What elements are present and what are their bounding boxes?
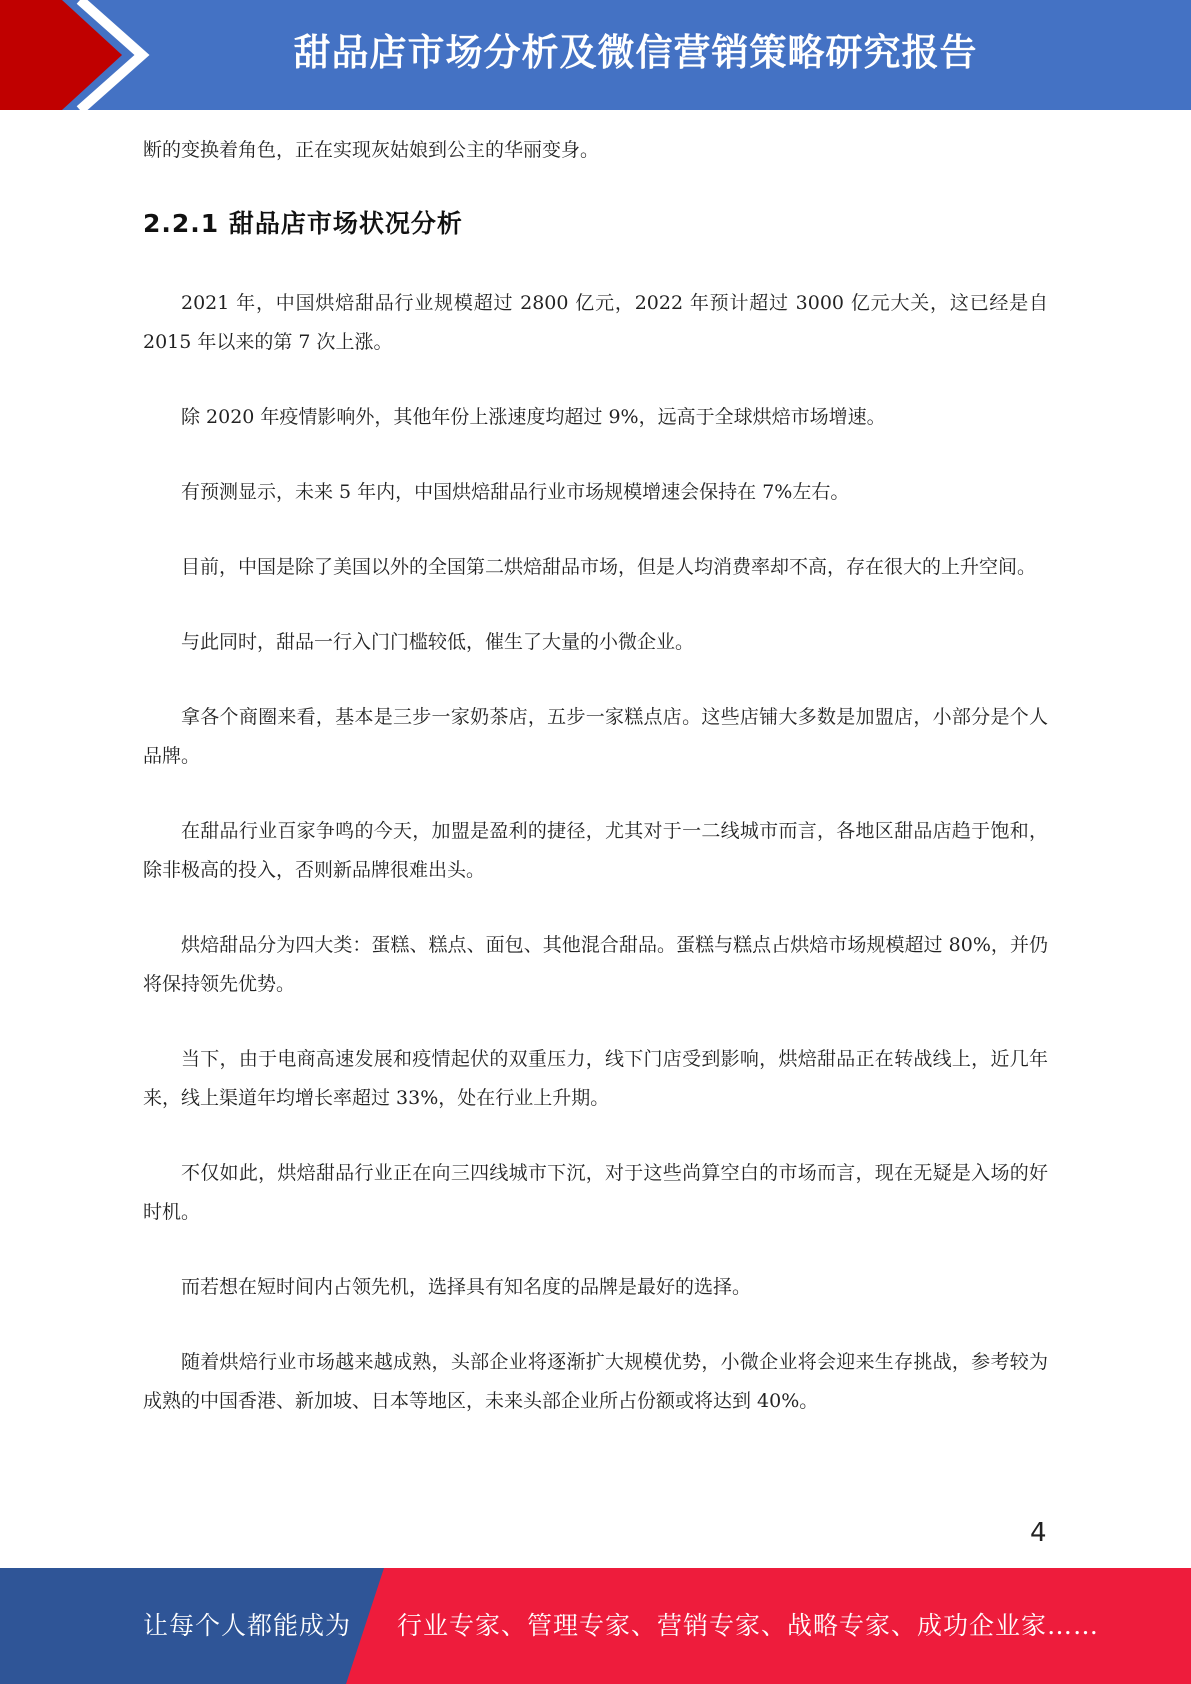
footer-slogan-right: 行业专家、管理专家、营销专家、战略专家、成功企业家……: [397, 1611, 1100, 1640]
paragraph: 有预测显示，未来 5 年内，中国烘焙甜品行业市场规模增速会保持在 7%左右。: [181, 481, 850, 503]
paragraph: 当下，由于电商高速发展和疫情起伏的双重压力，线下门店受到影响，烘焙甜品正在转战线上，近几年来，线上渠道年均增长率超过 33%，处在行业上升期。: [143, 1048, 1048, 1109]
page-footer: [0, 1568, 1191, 1684]
footer-slogan-left: 让每个人都能成为: [143, 1611, 352, 1640]
paragraph: 除 2020 年疫情影响外，其他年份上涨速度均超过 9%，远高于全球烘焙市场增速。: [181, 406, 886, 428]
continued-text: 断的变换着角色，正在实现灰姑娘到公主的华丽变身。: [143, 139, 600, 161]
paragraph: 与此同时，甜品一行入门门槛较低，催生了大量的小微企业。: [181, 631, 695, 653]
paragraph: 2021 年，中国烘焙甜品行业规模超过 2800 亿元，2022 年预计超过 3000 亿元大关，这已经是自 2015 年以来的第 7 次上涨。: [143, 292, 1048, 353]
paragraph: 拿各个商圈来看，基本是三步一家奶茶店，五步一家糕点店。这些店铺大多数是加盟店，小部分是个人品牌。: [143, 706, 1048, 767]
paragraph: 而若想在短时间内占领先机，选择具有知名度的品牌是最好的选择。: [181, 1276, 752, 1298]
paragraph: 烘焙甜品分为四大类：蛋糕、糕点、面包、其他混合甜品。蛋糕与糕点占烘焙市场规模超过 80%，并仍将保持领先优势。: [143, 934, 1048, 995]
page-content: [143, 130, 1048, 1457]
section-heading: 2.2.1 甜品店市场状况分析: [143, 209, 463, 238]
page-header: [0, 0, 1191, 110]
header-arrow-decoration: [0, 0, 160, 110]
paragraph: 随着烘焙行业市场越来越成熟，头部企业将逐渐扩大规模优势，小微企业将会迎来生存挑战，参考较为成熟的中国香港、新加坡、日本等地区，未来头部企业所占份额或将达到 40%。: [143, 1351, 1048, 1412]
paragraph: 目前，中国是除了美国以外的全国第二烘焙甜品市场，但是人均消费率却不高，存在很大的上升空间。: [181, 556, 1037, 578]
paragraph: 不仅如此，烘焙甜品行业正在向三四线城市下沉，对于这些尚算空白的市场而言，现在无疑是入场的好时机。: [143, 1162, 1048, 1223]
report-title: 甜品店市场分析及微信营销策略研究报告: [293, 31, 978, 74]
page-number: 4: [1030, 1518, 1047, 1548]
paragraph: 在甜品行业百家争鸣的今天，加盟是盈利的捷径，尤其对于一二线城市而言，各地区甜品店趋于饱和，除非极高的投入，否则新品牌很难出头。: [143, 820, 1048, 881]
